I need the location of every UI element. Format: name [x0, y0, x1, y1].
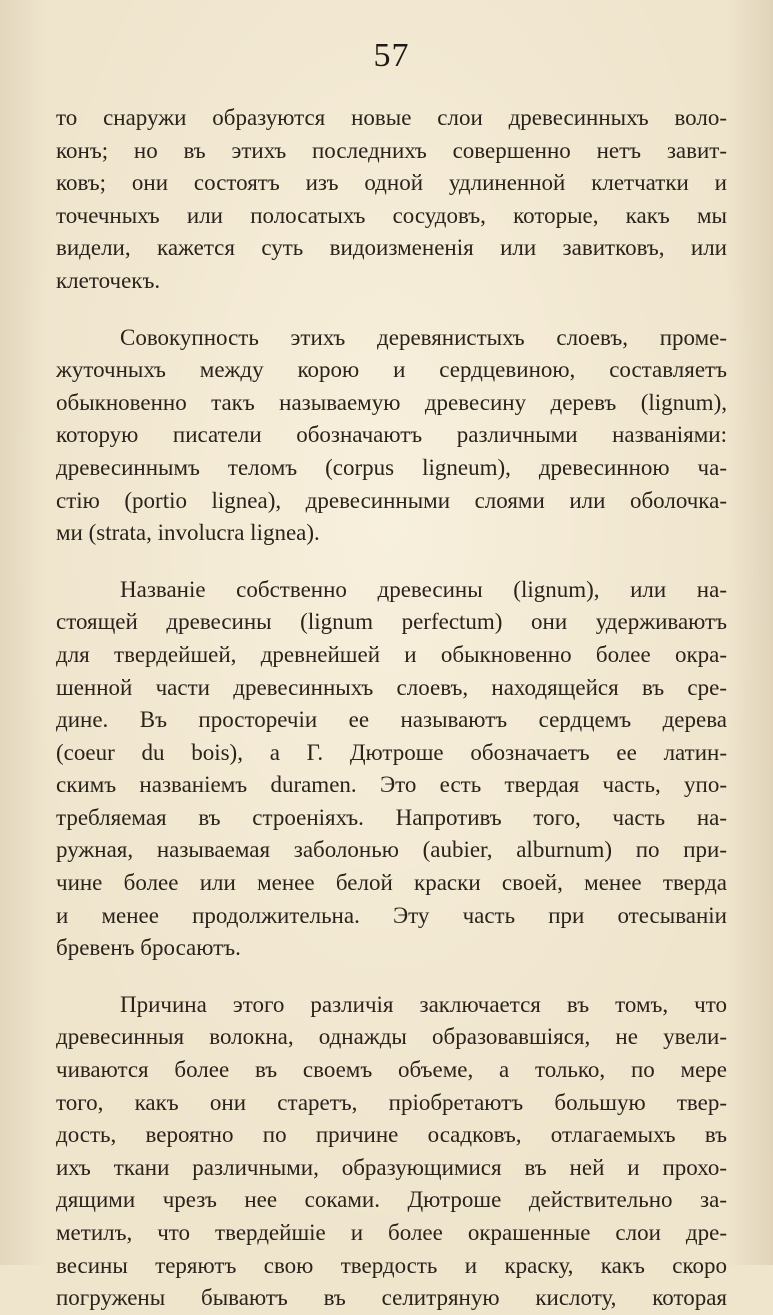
text-line: стію (portio lignea), древесинными слоями или оболочка-	[56, 487, 727, 513]
text-line: древесинныя волокна, однажды образовавшіяся, не увели-	[56, 1024, 727, 1050]
text-line: видели, кажется суть видоизмененія или завитковъ, или	[56, 235, 727, 261]
text-line: ми (strata, involucra lignea).	[56, 520, 320, 546]
text-line: для твердейшей, древнейшей и обыкновенно более окра-	[56, 641, 727, 667]
text-line: клеточекъ.	[56, 267, 161, 293]
text-line: дость, вероятно по причине осадковъ, отлагаемыхъ въ	[56, 1122, 727, 1148]
text-line: Причина этого различія заключается въ томъ, что	[120, 991, 727, 1017]
text-line: ихъ ткани различными, образующимися въ ней и прохо-	[56, 1154, 727, 1180]
text-line: ковъ; они состоятъ изъ одной удлиненной клетчатки и	[56, 170, 727, 196]
text-line: чиваются более въ своемъ объеме, а только, по мере	[56, 1057, 727, 1083]
text-line: бревенъ бросаютъ.	[56, 935, 241, 961]
text-line: стоящей древесины (lignum perfectum) они удерживаютъ	[56, 609, 727, 635]
text-line: скимъ названіемъ duramen. Это есть твердая часть, упо-	[56, 772, 727, 798]
text-line: точечныхъ или полосатыхъ сосудовъ, которые, какъ мы	[56, 202, 727, 228]
text-line: Совокупность этихъ деревянистыхъ слоевъ, проме-	[120, 324, 727, 350]
paragraph-2	[56, 322, 727, 550]
text-line: требляемая въ строеніяхъ. Напротивъ того, часть на-	[56, 804, 727, 830]
paragraph-3	[56, 574, 727, 965]
text-line: древесиннымъ теломъ (corpus ligneum), древесинною ча-	[56, 454, 727, 480]
text-line: жуточныхъ между корою и сердцевиною, составляетъ	[56, 357, 727, 383]
text-line: дящими чрезъ нее соками. Дютроше действительно за-	[56, 1187, 727, 1213]
text-line: того, какъ они старетъ, пріобретаютъ большую твер-	[56, 1089, 727, 1115]
paragraph-1	[56, 102, 727, 298]
page-number: 57	[373, 37, 410, 74]
text-line: весины теряютъ свою твердость и краску, какъ скоро	[56, 1252, 727, 1278]
text-line: ружная, называемая заболонью (aubier, alburnum) по при-	[56, 837, 727, 863]
text-line: и менее продолжительна. Эту часть при отесываніи	[56, 902, 727, 928]
text-line: (coeur du bois), а Г. Дютроше обозначаетъ ее латин-	[56, 739, 727, 765]
text-line: то снаружи образуются новые слои древесинныхъ воло-	[56, 105, 727, 130]
text-line: дине. Въ просторечіи ее называютъ сердцемъ дерева	[56, 707, 727, 733]
text-line: Названіе собственно древесины (lignum), или на-	[120, 576, 727, 602]
text-line: метилъ, что твердейшіе и более окрашенные слои дре-	[56, 1220, 727, 1245]
paragraph-4	[56, 989, 727, 1315]
text-line: погружены бываютъ въ селитряную кислоту, которая	[56, 1285, 727, 1311]
text-line: шенной части древесинныхъ слоевъ, находящейся въ сре-	[56, 674, 727, 700]
text-line: которую писатели обозначаютъ различными названіями:	[56, 422, 727, 448]
text-line: конъ; но въ этихъ последнихъ совершенно нетъ завит-	[56, 137, 727, 163]
text-line: чине более или менее белой краски своей, менее тверда	[56, 870, 727, 896]
text-line: обыкновенно такъ называемую древесину деревъ (lignum),	[56, 389, 727, 415]
